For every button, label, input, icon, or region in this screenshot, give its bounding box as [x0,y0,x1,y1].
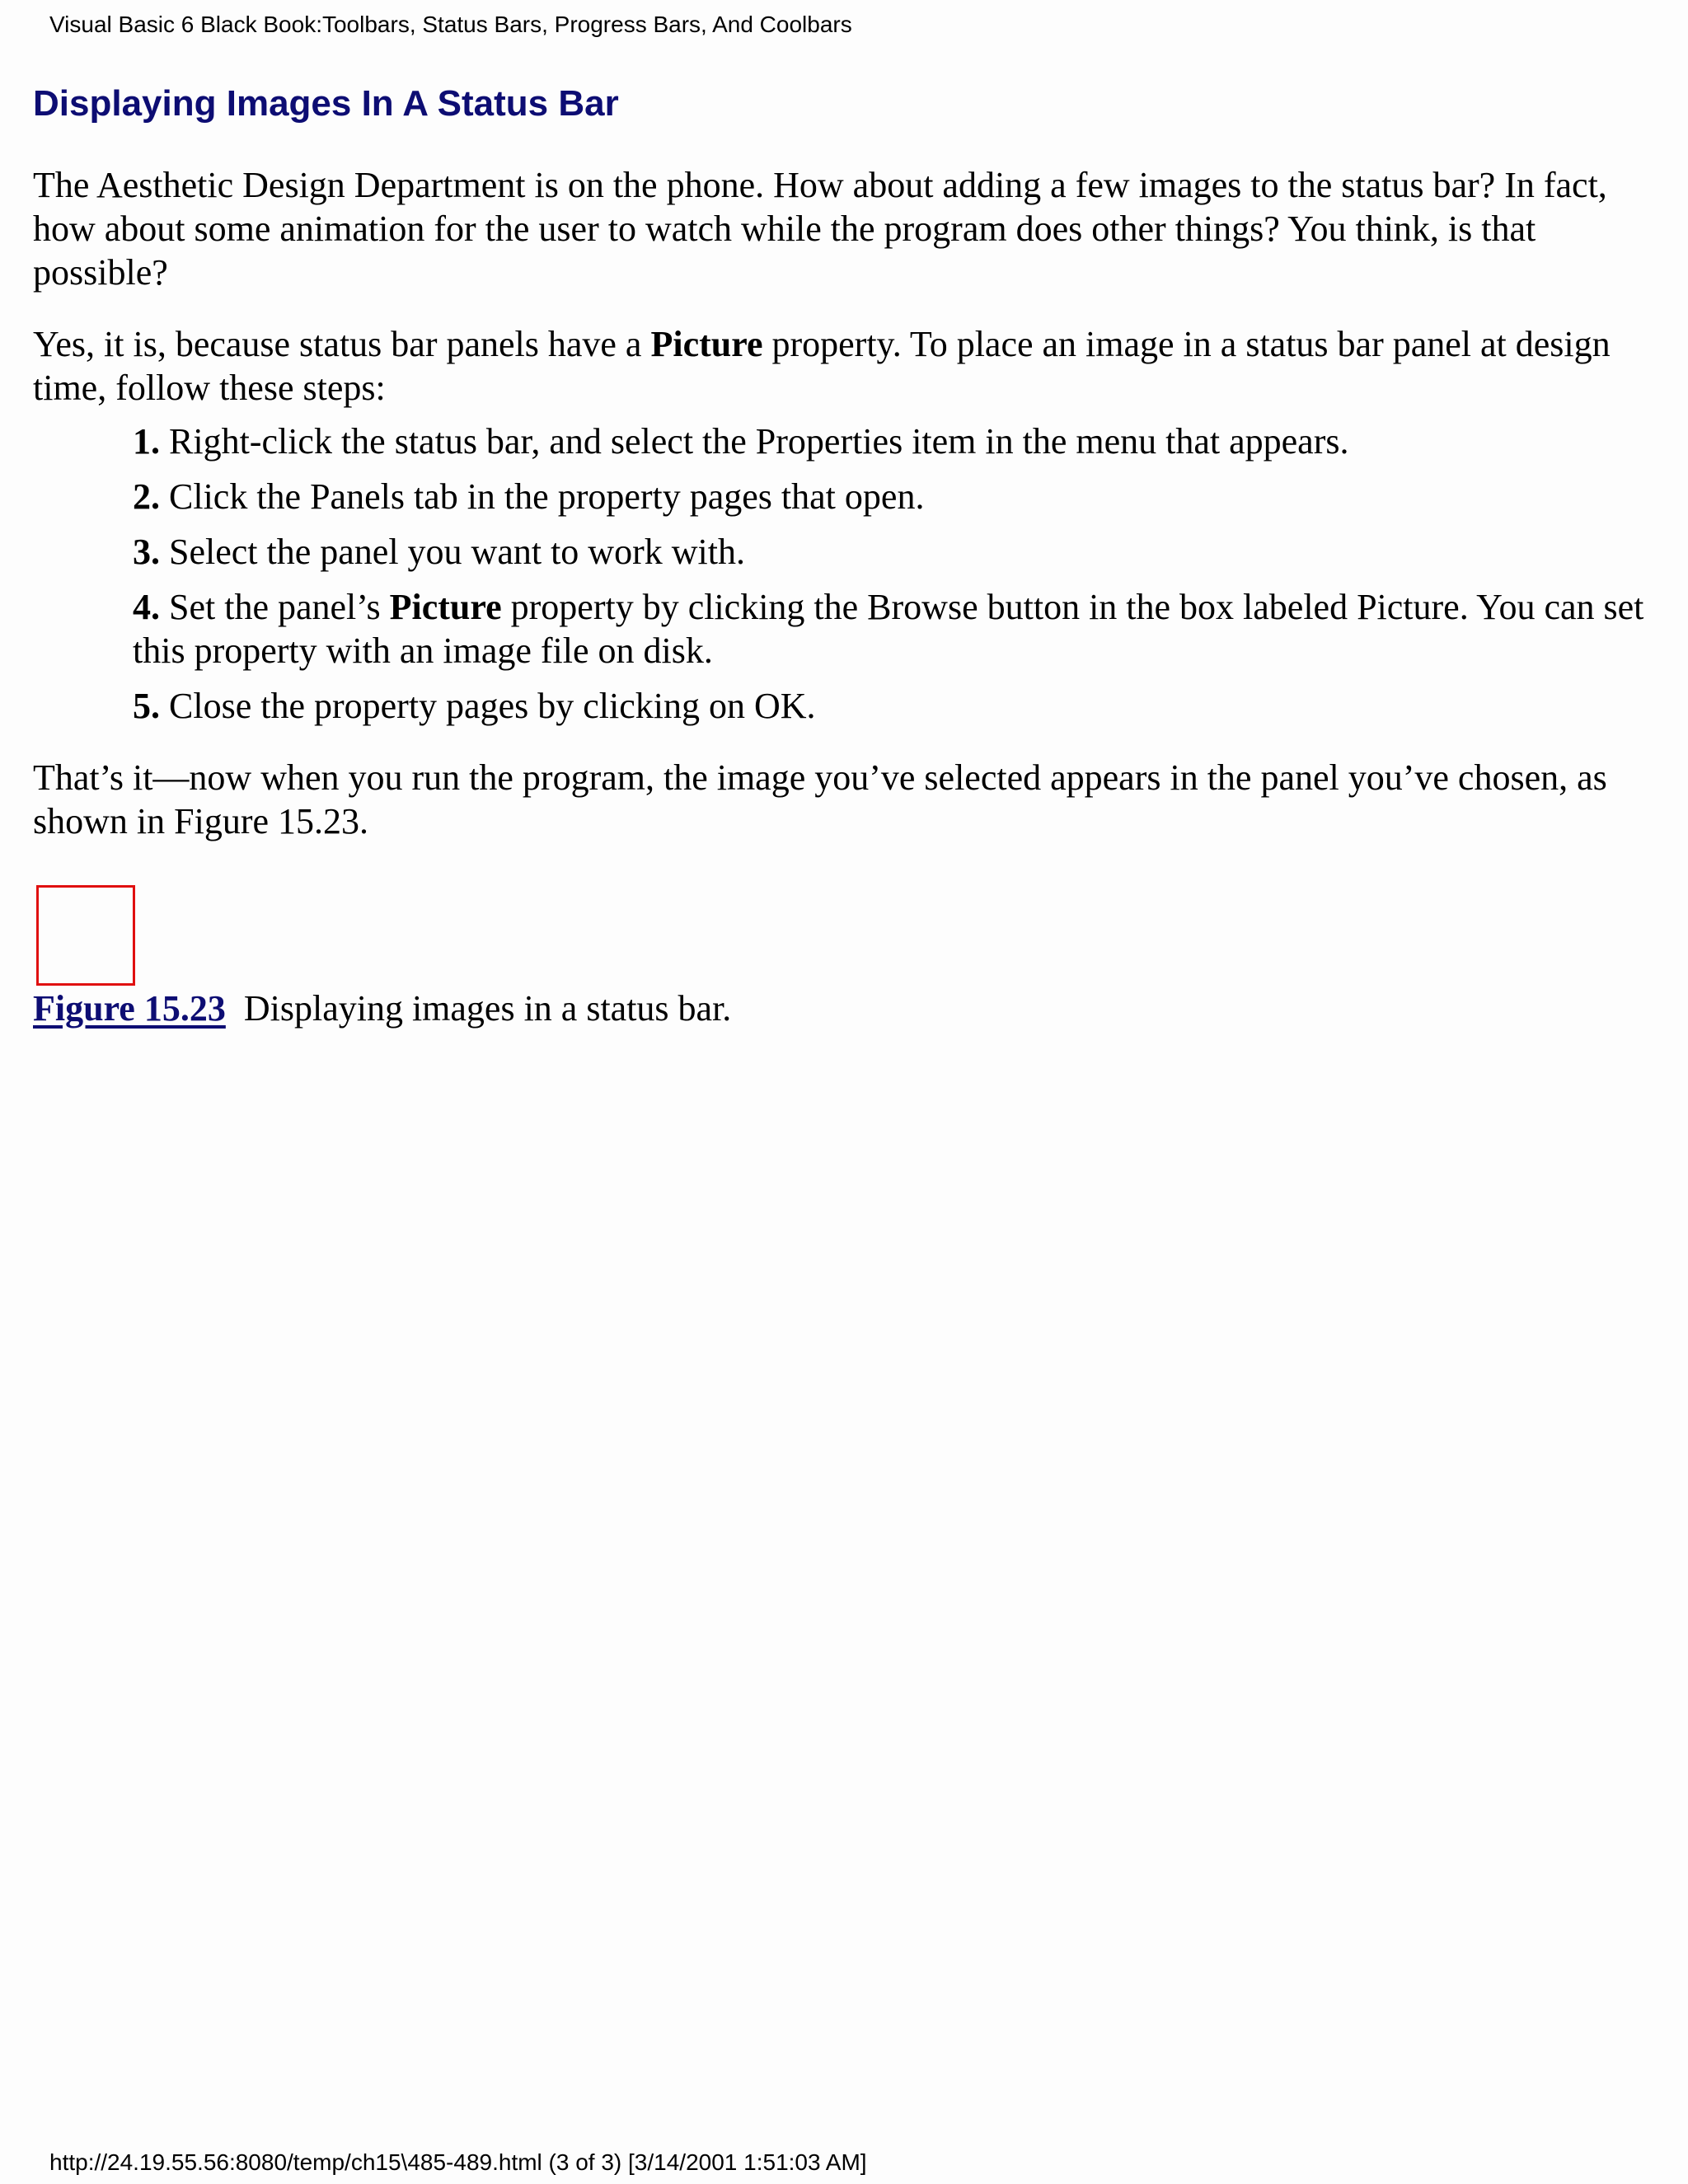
step-text: Select the panel you want to work with. [169,532,745,572]
picture-property-bold: Picture [650,324,763,364]
conclusion-paragraph: That’s it—now when you run the program, the image you’ve selected appears in the panel you’ve chosen, as shown in Figure 15.23. [33,757,1607,841]
step-text: Close the property pages by clicking on OK. [169,686,816,726]
list-item [133,419,1648,463]
picture-property-bold: Picture [389,587,502,627]
step-number: 5. [133,686,160,726]
intro-paragraph: The Aesthetic Design Department is on the phone. How about adding a few images to the status bar? In fact, how about some animation for the user to watch while the program does other things? You think, is that possible? [33,165,1607,293]
list-item [133,475,1648,518]
figure-caption-text: Displaying images in a status bar. [243,988,732,1029]
missing-figure-image [36,885,135,986]
figure-caption [33,986,731,1032]
steps-intro-text-after: property. To place an image in a status bar panel at design time, follow these steps: [33,324,1611,408]
step-text-after: property by clicking the Browse button in the box labeled Picture. You can set this property with an image file on disk. [133,587,1644,671]
list-item [133,684,1648,728]
figure-link[interactable]: Figure 15.23 [33,988,226,1029]
step-number: 2. [133,476,160,517]
step-number: 3. [133,532,160,572]
page-header-title: Visual Basic 6 Black Book:Toolbars, Status Bars, Progress Bars, And Coolbars [49,12,852,37]
list-item [133,530,1648,574]
steps-intro-paragraph [33,322,1648,410]
step-number: 1. [133,421,160,462]
step-text: Click the Panels tab in the property pages that open. [169,476,925,517]
section-heading: Displaying Images In A Status Bar [33,83,619,124]
page-footer-url: http://24.19.55.56:8080/temp/ch15\485-489.html (3 of 3) [3/14/2001 1:51:03 AM] [49,2149,867,2175]
step-text: Right-click the status bar, and select the Properties item in the menu that appears. [169,421,1349,462]
list-item [133,585,1648,673]
article-body [33,163,1648,843]
steps-intro-text-before: Yes, it is, because status bar panels have a [33,324,651,364]
step-text-before: Set the panel’s [169,587,390,627]
steps-list [33,419,1648,728]
step-number: 4. [133,587,160,627]
